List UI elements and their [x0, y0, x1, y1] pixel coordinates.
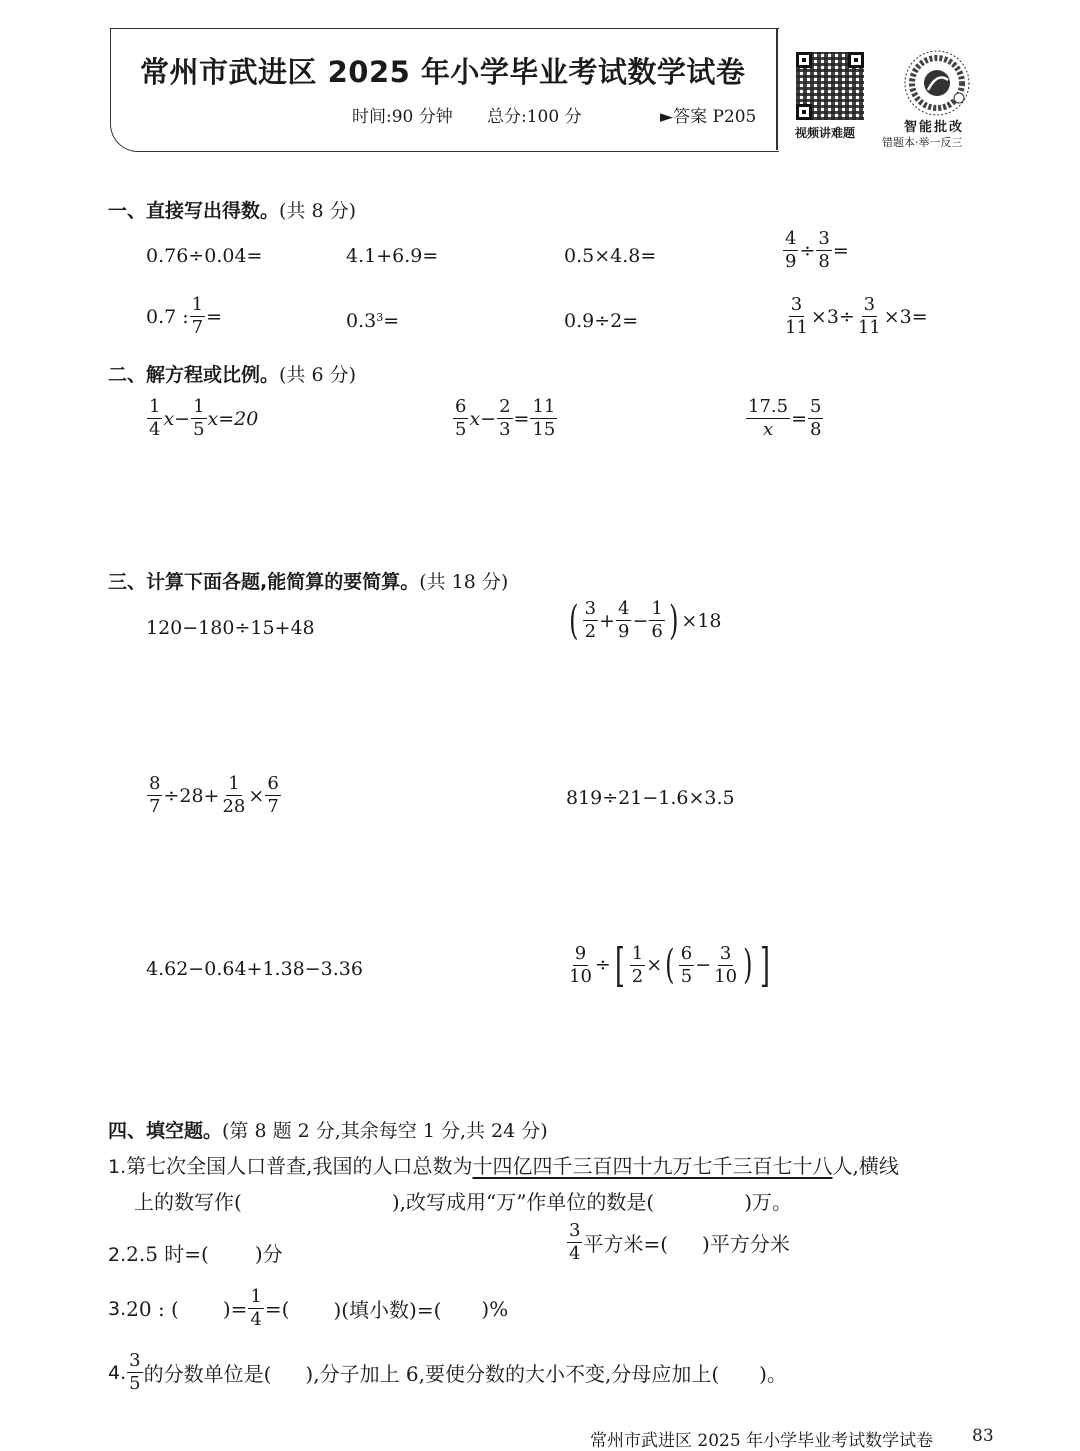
fraction: $\frac{11}{15}$ [532, 396, 556, 440]
s1-q6: 0.3 $^3$ = [346, 310, 400, 332]
fraction: $\frac{4}{9}$ [785, 228, 797, 272]
fraction: $\frac{3}{2}$ [584, 598, 597, 642]
fraction: $\frac{4}{9}$ [617, 598, 630, 642]
s2-e2: $\frac{6}{5}$ x− $\frac{2}{3}$ = $\frac{11}{15}$ [455, 396, 556, 440]
s3-c3: $\frac{8}{7}$ ÷28+ $\frac{1}{28}$ × $\frac{6}{7}$ [149, 773, 279, 817]
section-3-points: (共 18 分) [419, 571, 509, 593]
section-2-heading [108, 360, 356, 387]
smart-qr-code[interactable] [904, 50, 970, 116]
s1-q3: 0.5×4.8= [564, 245, 657, 267]
fraction: $\frac{1}{6}$ [651, 598, 663, 642]
page-title: 常州市武进区 2025 年小学毕业考试数学试卷 [140, 55, 746, 89]
header-frame-divider [776, 28, 778, 150]
fraction: $\frac{3}{11}$ [785, 294, 808, 338]
s3-c1: 120−180÷15+48 [146, 617, 315, 639]
s1-q1: 0.76÷0.04= [146, 245, 263, 267]
fraction: $\frac{2}{3}$ [499, 396, 511, 440]
s2-e1: $\frac{1}{4}$ x− $\frac{1}{5}$ x=20 [149, 396, 259, 440]
fraction: $\frac{1}{5}$ [193, 396, 205, 440]
fraction: $\frac{1}{4}$ [149, 396, 161, 440]
video-qr-code[interactable] [796, 52, 864, 120]
page-number: 83 [972, 1426, 994, 1446]
fraction: $\frac{9}{10}$ [569, 942, 592, 987]
s3-c6: $\frac{9}{10}$ ÷ [ $\frac{1}{2}$ × ( $\frac{6}{5}$ − $\frac{3}{10}$ ) ] [569, 938, 770, 992]
fraction: $\frac{1}{28}$ [222, 773, 246, 817]
s1-q2: 4.1+6.9= [346, 245, 439, 267]
fraction: $\frac{5}{8}$ [810, 396, 822, 440]
s3-c5: 4.62−0.64+1.38−3.36 [146, 958, 363, 980]
section-4-points: (第 8 题 2 分,其余每空 1 分,共 24 分) [222, 1120, 548, 1142]
exam-time: 时间:90 分钟 [352, 107, 453, 127]
fraction: $\frac{6}{5}$ [455, 396, 467, 440]
fraction: $\frac{1}{4}$ [250, 1286, 262, 1330]
fraction: $\frac{3}{4}$ [569, 1220, 581, 1264]
fraction: $\frac{1}{7}$ [191, 294, 204, 338]
fraction: $\frac{3}{10}$ [714, 942, 738, 987]
fraction: $\frac{6}{5}$ [680, 942, 693, 987]
fraction: $\frac{3}{8}$ [818, 228, 830, 272]
s1-q4: $\frac{4}{9}$ ÷ $\frac{3}{8}$ = [785, 228, 849, 272]
section-4-title: 四、填空题。 [108, 1120, 223, 1142]
fraction: $\frac{8}{7}$ [149, 773, 161, 817]
s2-e3: $\frac{17.5}{x}$ = $\frac{5}{8}$ [748, 396, 822, 440]
fill-q4: 4. $\frac{3}{5}$ 的分数单位是( ),分子加上 6,要使分数的大小不变,分母应加上( )。 [108, 1350, 787, 1394]
section-4-heading [108, 1116, 548, 1143]
population-underlined: 十四亿四千三百四十九万七千三百七十八 [472, 1154, 833, 1178]
section-3-title: 三、计算下面各题,能简算的要简算。 [108, 571, 420, 593]
exam-score: 总分:100 分 [487, 107, 582, 127]
smart-qr-sublabel: 错题本·举一反三 [882, 136, 963, 149]
footer-title: 常州市武进区 2025 年小学毕业考试数学试卷 [590, 1431, 934, 1451]
section-3-heading [108, 567, 508, 594]
answer-ref: ►答案 P205 [660, 107, 757, 127]
section-2-title: 二、解方程或比例。 [108, 364, 280, 386]
fill-q3: 3. 20 : ( )= $\frac{1}{4}$ =( )(填小数)=( )% [108, 1286, 509, 1330]
s1-q7: 0.9÷2= [564, 310, 639, 332]
section-1-heading [108, 196, 356, 223]
smart-qr-label: 智能批改 [904, 120, 965, 135]
section-1-title: 一、直接写出得数。 [108, 200, 280, 222]
fill-q2-left: 2.2.5 时=( )分 [108, 1242, 283, 1266]
fill-q2-right: $\frac{3}{4}$ 平方米=( )平方分米 [569, 1220, 790, 1264]
section-1-points: (共 8 分) [279, 200, 357, 222]
fraction: $\frac{6}{7}$ [267, 773, 279, 817]
fraction: $\frac{1}{2}$ [631, 942, 644, 987]
video-qr-label: 视频讲难题 [795, 126, 856, 140]
s1-q5: 0.7 : $\frac{1}{7}$ = [146, 294, 223, 338]
fraction: $\frac{3}{11}$ [857, 294, 881, 338]
fill-q1-line1: 1.第七次全国人口普查,我国的人口总数为十四亿四千三百四十九万七千三百七十八人,横线 [108, 1154, 899, 1178]
fill-q1-line2: 上的数写作( ),改写成用“万”作单位的数是( )万。 [134, 1190, 793, 1214]
s3-c4: 819÷21−1.6×3.5 [566, 787, 735, 809]
fraction: $\frac{17.5}{x}$ [748, 396, 789, 440]
fraction: $\frac{3}{5}$ [129, 1350, 141, 1394]
s1-q8: $\frac{3}{11}$ ×3÷ $\frac{3}{11}$ ×3= [785, 294, 928, 338]
s3-c2: ( $\frac{3}{2}$ + $\frac{4}{9}$ − $\frac{1}{6}$ ) ×18 [569, 597, 722, 644]
section-2-points: (共 6 分) [279, 364, 357, 386]
